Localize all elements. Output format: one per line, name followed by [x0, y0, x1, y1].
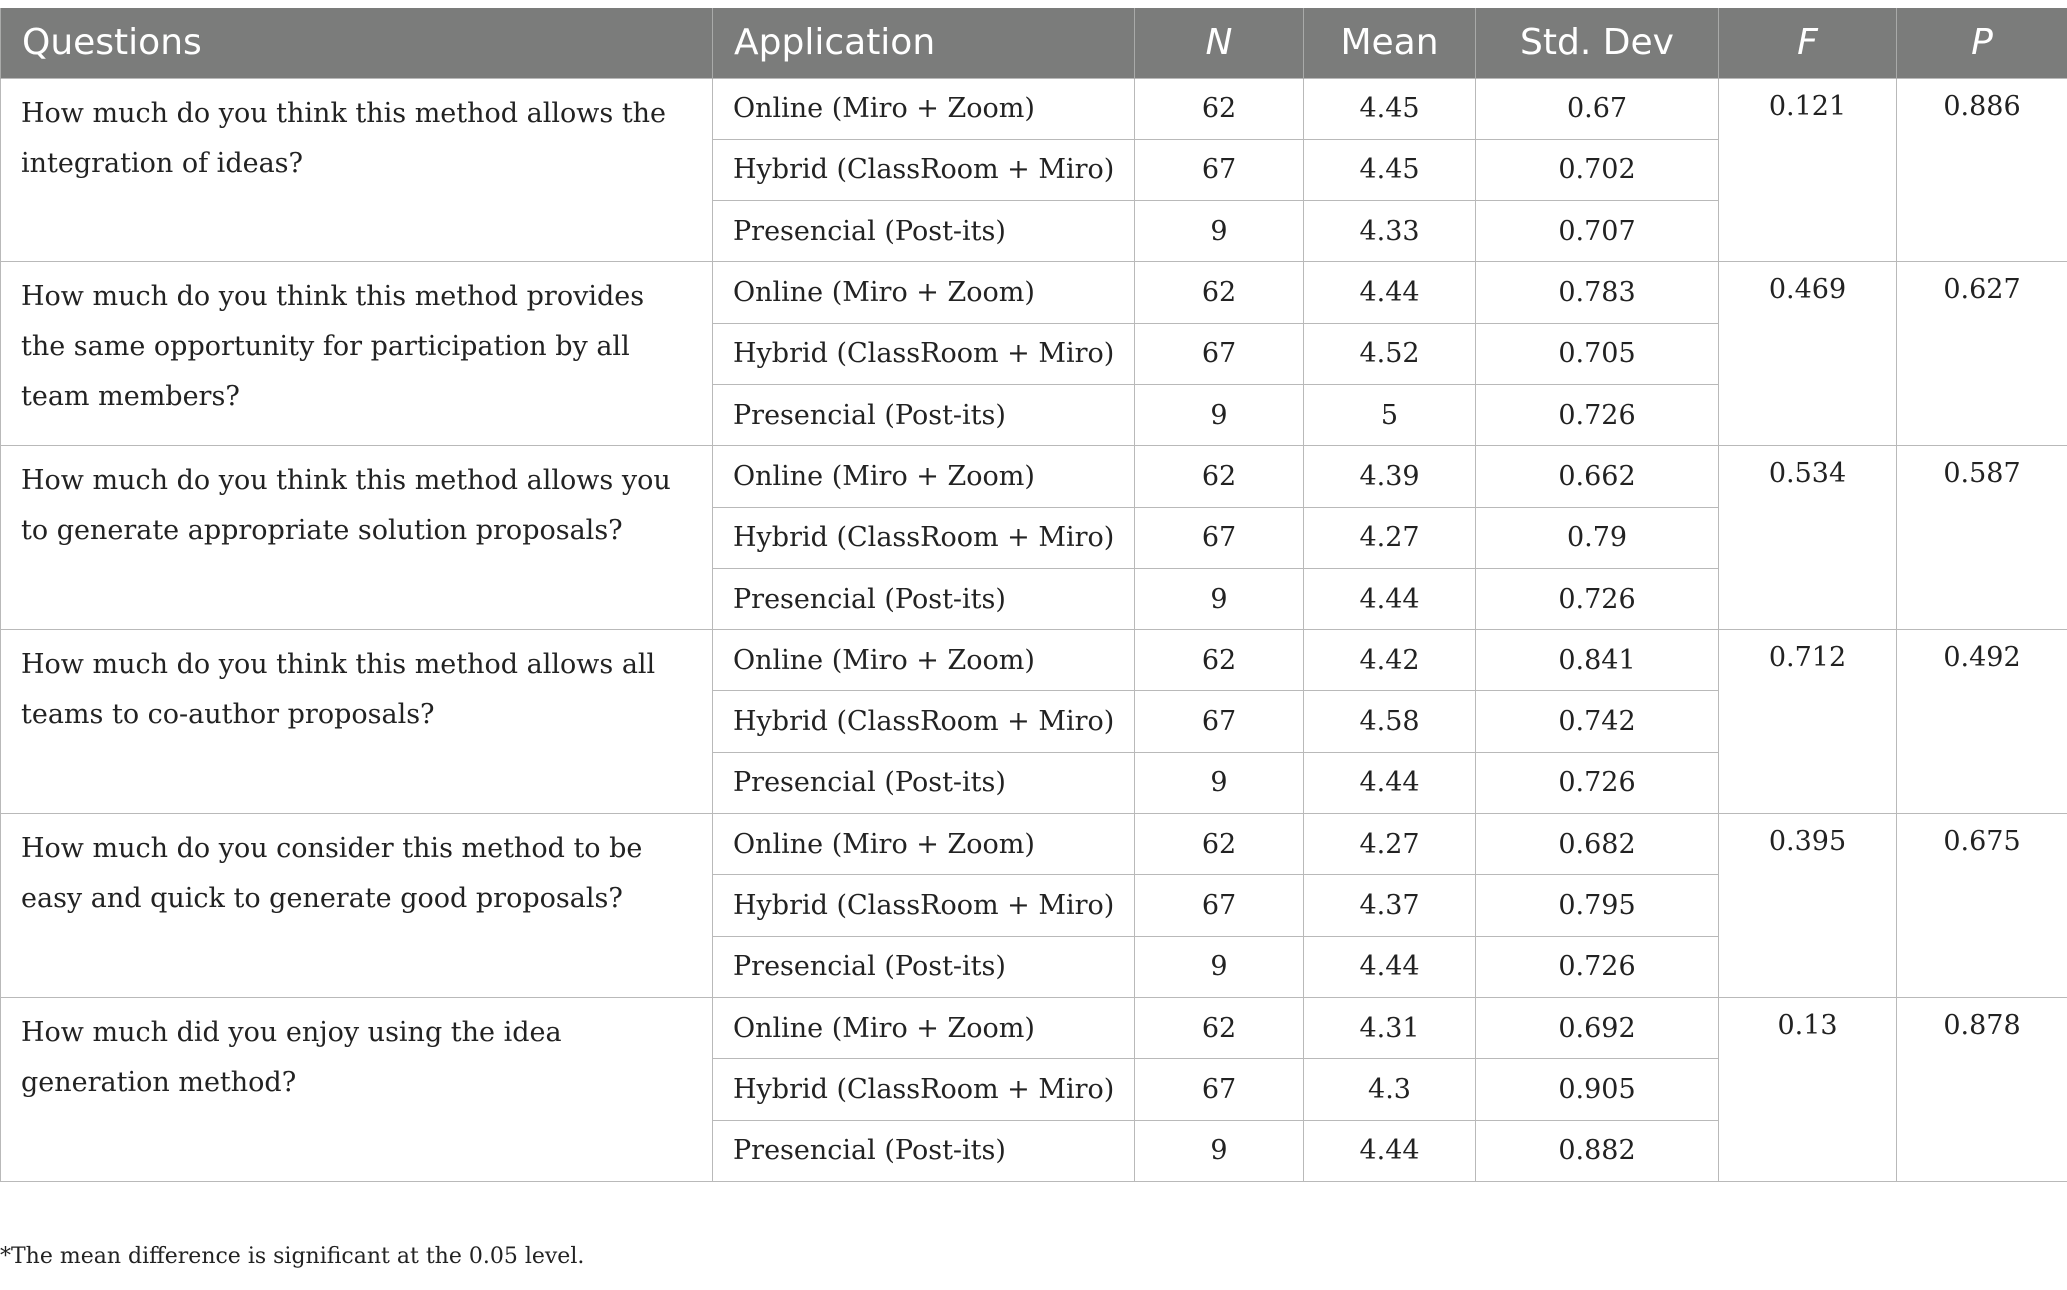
p-cell: 0.492 [1897, 630, 2067, 814]
mean-cell: 4.33 [1304, 201, 1476, 262]
application-cell: Presencial (Post-its) [713, 384, 1135, 445]
f-cell: 0.13 [1719, 997, 1897, 1181]
header-row [1, 8, 2067, 78]
std-dev-cell: 0.841 [1476, 630, 1719, 691]
application-cell: Online (Miro + Zoom) [713, 446, 1135, 507]
mean-cell: 4.27 [1304, 814, 1476, 875]
application-cell: Hybrid (ClassRoom + Miro) [713, 139, 1135, 200]
application-cell: Presencial (Post-its) [713, 936, 1135, 997]
p-cell: 0.587 [1897, 446, 2067, 630]
mean-cell: 4.52 [1304, 323, 1476, 384]
header-questions: Questions [1, 8, 713, 78]
p-cell: 0.878 [1897, 997, 2067, 1181]
n-cell: 9 [1135, 936, 1304, 997]
table-row [1, 262, 2067, 323]
question-cell: How much do you think this method allows all teams to co-author proposals? [1, 630, 713, 814]
application-cell: Presencial (Post-its) [713, 568, 1135, 629]
std-dev-cell: 0.79 [1476, 507, 1719, 568]
mean-cell: 4.39 [1304, 446, 1476, 507]
table-row [1, 997, 2067, 1058]
question-cell: How much did you enjoy using the idea generation method? [1, 997, 713, 1181]
n-cell: 62 [1135, 997, 1304, 1058]
n-cell: 67 [1135, 875, 1304, 936]
std-dev-cell: 0.662 [1476, 446, 1719, 507]
application-cell: Hybrid (ClassRoom + Miro) [713, 323, 1135, 384]
mean-cell: 5 [1304, 384, 1476, 445]
application-cell: Hybrid (ClassRoom + Miro) [713, 1059, 1135, 1120]
std-dev-cell: 0.726 [1476, 568, 1719, 629]
application-cell: Online (Miro + Zoom) [713, 78, 1135, 139]
f-cell: 0.712 [1719, 630, 1897, 814]
question-cell: How much do you think this method allows the integration of ideas? [1, 78, 713, 262]
table-row [1, 446, 2067, 507]
std-dev-cell: 0.726 [1476, 752, 1719, 813]
n-cell: 67 [1135, 1059, 1304, 1120]
application-cell: Hybrid (ClassRoom + Miro) [713, 507, 1135, 568]
std-dev-cell: 0.682 [1476, 814, 1719, 875]
mean-cell: 4.44 [1304, 936, 1476, 997]
std-dev-cell: 0.742 [1476, 691, 1719, 752]
n-cell: 67 [1135, 139, 1304, 200]
mean-cell: 4.44 [1304, 752, 1476, 813]
n-cell: 67 [1135, 323, 1304, 384]
n-cell: 67 [1135, 691, 1304, 752]
application-cell: Presencial (Post-its) [713, 1120, 1135, 1181]
table-row [1, 630, 2067, 691]
mean-cell: 4.45 [1304, 78, 1476, 139]
mean-cell: 4.37 [1304, 875, 1476, 936]
mean-cell: 4.27 [1304, 507, 1476, 568]
std-dev-cell: 0.726 [1476, 384, 1719, 445]
p-cell: 0.675 [1897, 814, 2067, 998]
table-footnote: *The mean difference is significant at the 0.05 level. [0, 1244, 585, 1269]
std-dev-cell: 0.783 [1476, 262, 1719, 323]
n-cell: 62 [1135, 630, 1304, 691]
question-cell: How much do you think this method provides the same opportunity for participation by all team members? [1, 262, 713, 446]
mean-cell: 4.31 [1304, 997, 1476, 1058]
std-dev-cell: 0.905 [1476, 1059, 1719, 1120]
n-cell: 62 [1135, 78, 1304, 139]
table-row [1, 814, 2067, 875]
application-cell: Online (Miro + Zoom) [713, 630, 1135, 691]
p-cell: 0.886 [1897, 78, 2067, 262]
mean-cell: 4.44 [1304, 1120, 1476, 1181]
std-dev-cell: 0.707 [1476, 201, 1719, 262]
anova-table [0, 8, 2067, 1182]
p-cell: 0.627 [1897, 262, 2067, 446]
f-cell: 0.121 [1719, 78, 1897, 262]
header-f: F [1719, 8, 1897, 78]
n-cell: 67 [1135, 507, 1304, 568]
mean-cell: 4.44 [1304, 262, 1476, 323]
std-dev-cell: 0.702 [1476, 139, 1719, 200]
header-p: P [1897, 8, 2067, 78]
header-std-dev: Std. Dev [1476, 8, 1719, 78]
std-dev-cell: 0.726 [1476, 936, 1719, 997]
table-header [1, 8, 2067, 78]
std-dev-cell: 0.795 [1476, 875, 1719, 936]
application-cell: Presencial (Post-its) [713, 752, 1135, 813]
question-cell: How much do you think this method allows you to generate appropriate solution proposals? [1, 446, 713, 630]
mean-cell: 4.42 [1304, 630, 1476, 691]
application-cell: Hybrid (ClassRoom + Miro) [713, 691, 1135, 752]
mean-cell: 4.44 [1304, 568, 1476, 629]
header-application: Application [713, 8, 1135, 78]
n-cell: 62 [1135, 814, 1304, 875]
question-cell: How much do you consider this method to be easy and quick to generate good proposals? [1, 814, 713, 998]
n-cell: 9 [1135, 1120, 1304, 1181]
table-row [1, 78, 2067, 139]
application-cell: Online (Miro + Zoom) [713, 814, 1135, 875]
table-body [1, 78, 2067, 1181]
mean-cell: 4.58 [1304, 691, 1476, 752]
std-dev-cell: 0.882 [1476, 1120, 1719, 1181]
std-dev-cell: 0.692 [1476, 997, 1719, 1058]
std-dev-cell: 0.67 [1476, 78, 1719, 139]
header-mean: Mean [1304, 8, 1476, 78]
n-cell: 62 [1135, 262, 1304, 323]
n-cell: 9 [1135, 568, 1304, 629]
mean-cell: 4.3 [1304, 1059, 1476, 1120]
n-cell: 9 [1135, 201, 1304, 262]
mean-cell: 4.45 [1304, 139, 1476, 200]
application-cell: Hybrid (ClassRoom + Miro) [713, 875, 1135, 936]
std-dev-cell: 0.705 [1476, 323, 1719, 384]
f-cell: 0.534 [1719, 446, 1897, 630]
f-cell: 0.395 [1719, 814, 1897, 998]
header-n: N [1135, 8, 1304, 78]
n-cell: 9 [1135, 752, 1304, 813]
application-cell: Online (Miro + Zoom) [713, 997, 1135, 1058]
f-cell: 0.469 [1719, 262, 1897, 446]
application-cell: Online (Miro + Zoom) [713, 262, 1135, 323]
application-cell: Presencial (Post-its) [713, 201, 1135, 262]
n-cell: 9 [1135, 384, 1304, 445]
n-cell: 62 [1135, 446, 1304, 507]
